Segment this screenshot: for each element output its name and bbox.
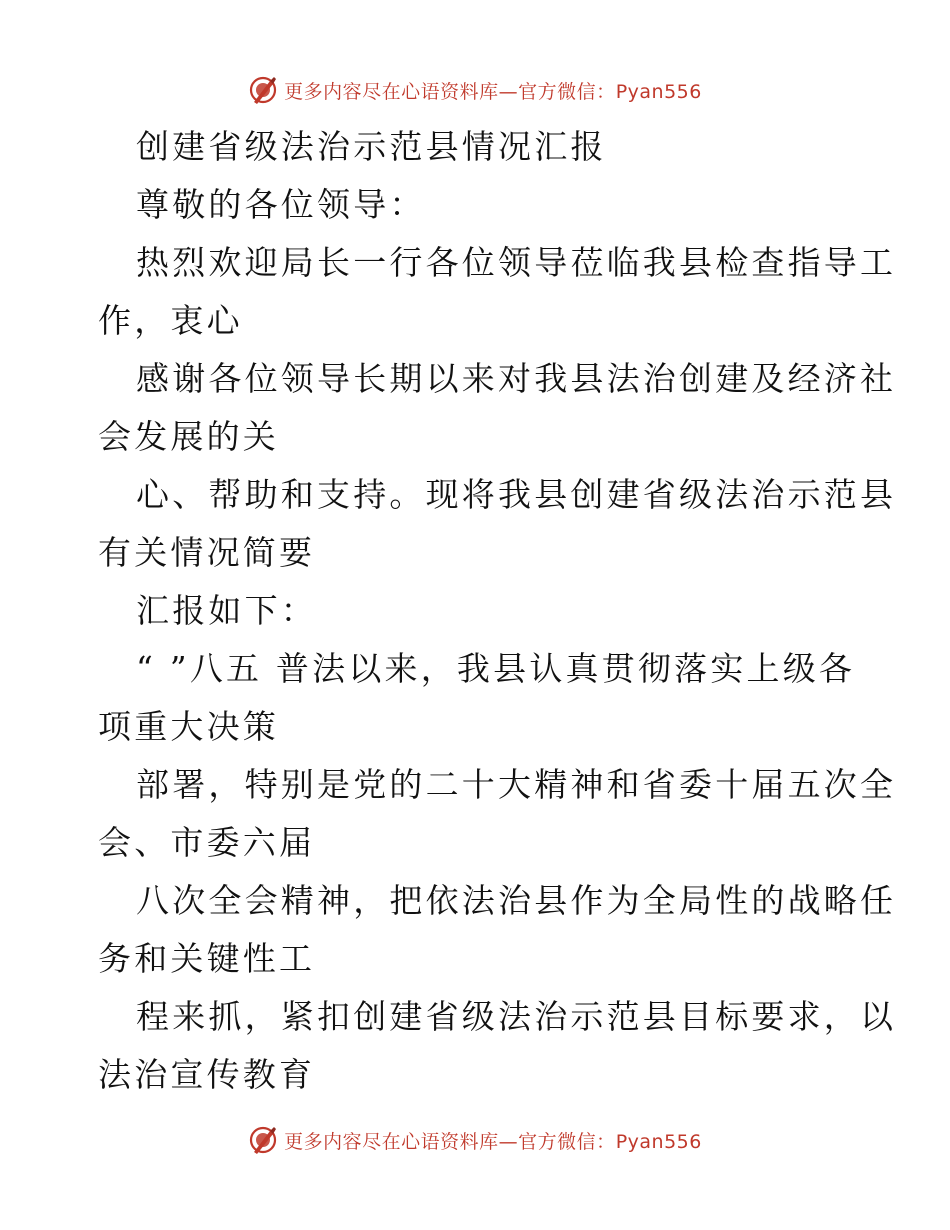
paragraph-line: 会、市委六届 [98,823,316,862]
paragraph-line: 八次全会精神，把依法治县作为全局性的战略任 [136,881,897,920]
paragraph-line: 作，衷心 [98,301,243,340]
banner-text: 更多内容尽在心语资料库—官方微信：Pyan556 [284,80,702,103]
footer-banner [0,1120,950,1160]
banner-text: 更多内容尽在心语资料库—官方微信：Pyan556 [284,1130,702,1153]
paragraph-line: 心、帮助和支持。现将我县创建省级法治示范县 [136,475,897,514]
salutation: 尊敬的各位领导： [136,185,426,224]
document-body [98,118,897,1104]
header-banner [0,70,950,110]
paragraph-line: 感谢各位领导长期以来对我县法治创建及经济社 [136,359,897,398]
paragraph-line: 部署，特别是党的二十大精神和省委十届五次全 [136,765,897,804]
pen-logo-icon [248,1125,278,1155]
paragraph-line: 法治宣传教育 [98,1055,316,1094]
paragraph-line: 会发展的关 [98,417,279,456]
paragraph-line: 汇报如下： [136,591,317,630]
paragraph-line: 程来抓，紧扣创建省级法治示范县目标要求，以 [136,997,897,1036]
paragraph-line: 有关情况简要 [98,533,316,572]
paragraph-line: “ ”八五 普法以来，我县认真贯彻落实上级各 [136,649,856,688]
document-title: 创建省级法治示范县情况汇报 [136,127,607,166]
paragraph-line: 务和关键性工 [98,939,316,978]
paragraph-line: 项重大决策 [98,707,279,746]
paragraph-line: 热烈欢迎局长一行各位领导莅临我县检查指导工 [136,243,897,282]
pen-logo-icon [248,75,278,105]
